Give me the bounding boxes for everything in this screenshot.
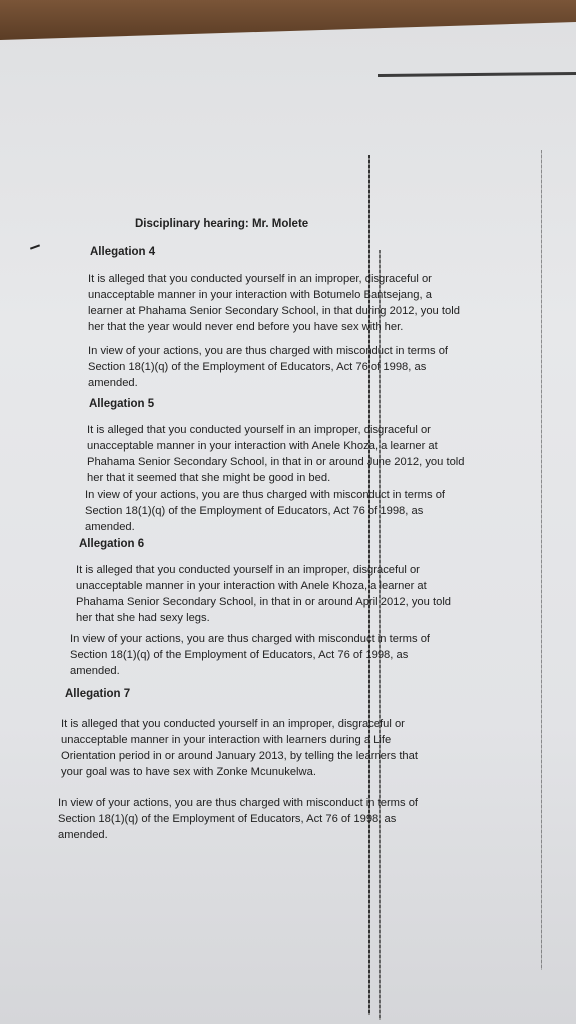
text-line: Section 18(1)(q) of the Employment of Educators, Act 76 of 1998, as — [85, 505, 424, 517]
text-line: unacceptable manner in your interaction with Botumelo Bantsejang, a — [88, 289, 432, 301]
text-line: her that it seemed that she might be good in bed. — [87, 472, 331, 484]
allegation-5-charge — [85, 487, 493, 535]
allegation-4-charge — [88, 343, 493, 391]
text-line: Phahama Senior Secondary School, in that in or around June 2012, you told — [87, 456, 465, 468]
text-line: unacceptable manner in your interaction with Anele Khoza, a learner at — [76, 580, 427, 592]
document-title: Disciplinary hearing: Mr. Molete — [135, 218, 309, 230]
text-line: Section 18(1)(q) of the Employment of Educators, Act 76 of 1998, as — [88, 361, 427, 373]
text-line: unacceptable manner in your interaction with learners during a Life — [61, 734, 392, 746]
text-line: learner at Phahama Senior Secondary School, in that during 2012, you told — [88, 305, 460, 317]
text-line: It is alleged that you conducted yourself in an improper, disgraceful or — [61, 718, 405, 730]
text-line: amended. — [85, 521, 135, 533]
text-line: It is alleged that you conducted yourself in an improper, disgraceful or — [76, 564, 420, 576]
allegation-4-heading: Allegation 4 — [90, 246, 156, 258]
allegation-7-charge — [58, 795, 496, 843]
allegation-4-text — [88, 271, 493, 335]
text-line: In view of your actions, you are thus charged with misconduct in terms of — [88, 345, 449, 357]
text-line: It is alleged that you conducted yourself in an improper, disgraceful or — [87, 424, 431, 436]
allegation-6-heading: Allegation 6 — [79, 538, 145, 550]
text-line: Section 18(1)(q) of the Employment of Educators, Act 76 of 1998, as — [58, 813, 397, 825]
text-line: Phahama Senior Secondary School, in that in or around April 2012, you told — [76, 596, 452, 608]
text-line: It is alleged that you conducted yourself in an improper, disgraceful or — [88, 273, 432, 285]
text-line: your goal was to have sex with Zonke Mcunukelwa. — [61, 766, 316, 778]
text-line: Orientation period in or around January 2013, by telling the learners that — [61, 750, 418, 762]
text-line: amended. — [70, 665, 120, 677]
text-line: In view of your actions, you are thus charged with misconduct in terms of — [85, 489, 446, 501]
text-line: amended. — [58, 829, 108, 841]
allegation-7-heading: Allegation 7 — [65, 688, 131, 700]
allegation-5-text — [87, 422, 492, 486]
allegation-7-text — [61, 716, 495, 780]
text-line: unacceptable manner in your interaction with Anele Khoza, a learner at — [87, 440, 438, 452]
text-line: her that the year would never end before you have sex with her. — [88, 321, 404, 333]
allegation-6-charge — [70, 631, 490, 679]
text-line: her that she had sexy legs. — [76, 612, 210, 624]
text-line: Section 18(1)(q) of the Employment of Educators, Act 76 of 1998, as — [70, 649, 409, 661]
text-line: In view of your actions, you are thus charged with misconduct in terms of — [70, 633, 431, 645]
allegation-5-heading: Allegation 5 — [89, 398, 155, 410]
text-line: In view of your actions, you are thus charged with misconduct in terms of — [58, 797, 419, 809]
text-line: amended. — [88, 377, 138, 389]
allegation-6-text — [76, 562, 488, 626]
